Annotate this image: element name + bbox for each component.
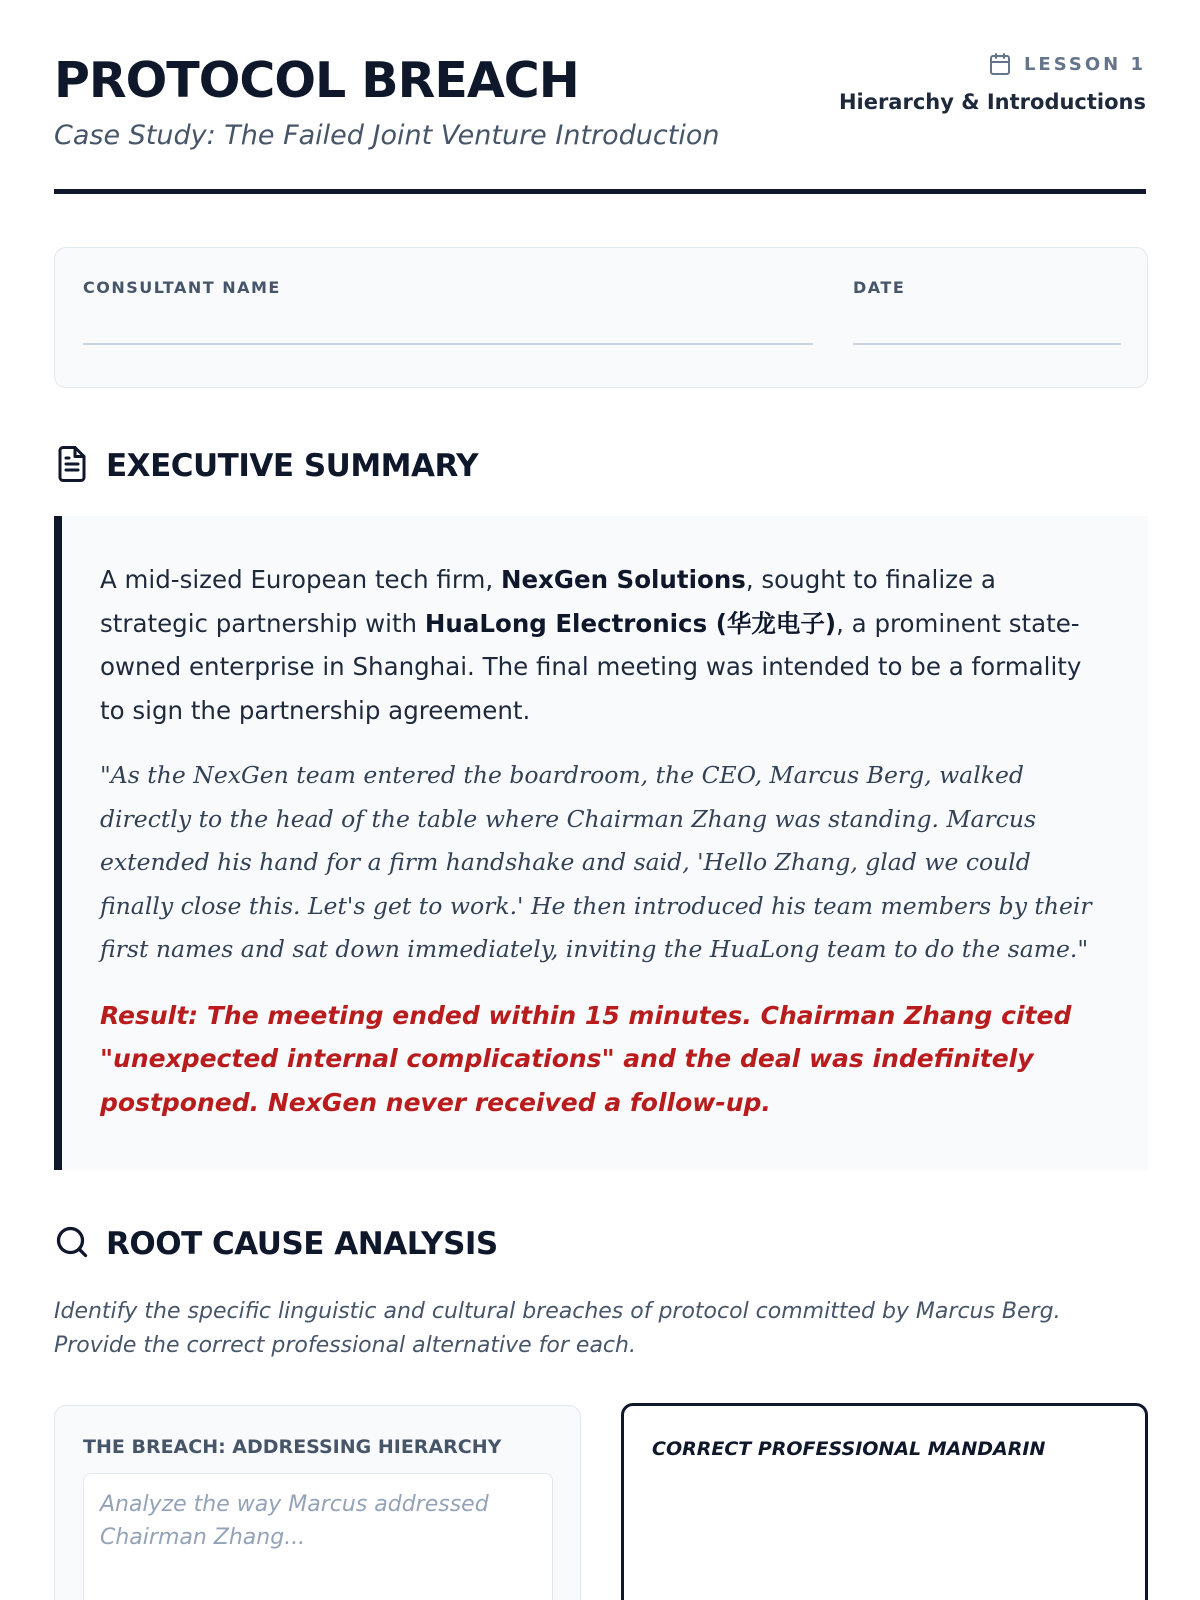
calendar-icon bbox=[988, 52, 1012, 76]
case-quote: "As the NexGen team entered the boardroom, the CEO, Marcus Berg, walked directly to the head of the table where Chairman Zhang was standing. Marcus extended his hand for a firm handshake and said, 'Hello Zhang, glad we could finally close this. Let's get to work.' He then introduced his team members by their first names and sat down immediately, inviting the HuaLong team to do the same." bbox=[100, 761, 1092, 963]
date-line[interactable] bbox=[853, 343, 1121, 345]
executive-summary-block bbox=[54, 516, 1148, 1170]
page-subtitle: Case Study: The Failed Joint Venture Introduction bbox=[54, 120, 720, 151]
summary-end-text: , a prominent state-owned enterprise in Shanghai. The final meeting was intended to be a formality to sign the partnership agreement. bbox=[100, 608, 1082, 725]
summary-intro-text: A mid-sized European tech firm, bbox=[100, 565, 501, 594]
document-icon bbox=[54, 444, 90, 488]
page-title: PROTOCOL BREACH bbox=[54, 52, 579, 109]
date-field[interactable] bbox=[853, 278, 1121, 297]
consultant-name-line[interactable] bbox=[83, 343, 813, 345]
lesson-topic: Hierarchy & Introductions bbox=[838, 90, 1146, 114]
root-cause-heading bbox=[54, 1224, 498, 1264]
case-result: Result: The meeting ended within 15 minutes. Chairman Zhang cited "unexpected internal complications" and the deal was indefinitely postponed. NexGen never received a follow-up. bbox=[100, 1000, 1072, 1117]
consultant-info-card bbox=[54, 247, 1148, 388]
executive-summary-heading bbox=[54, 444, 478, 488]
page-header bbox=[54, 0, 1146, 194]
breach-analysis-input[interactable] bbox=[83, 1473, 553, 1600]
consultant-name-field[interactable] bbox=[83, 278, 813, 297]
summary-paragraph bbox=[100, 558, 1108, 732]
company-b-name: HuaLong Electronics (华龙电子) bbox=[424, 608, 837, 638]
root-cause-instructions: Identify the specific linguistic and cultural breaches of protocol committed by Marcus Berg. Provide the correct professional alternative for each. bbox=[54, 1299, 1061, 1358]
root-cause-title: ROOT CAUSE ANALYSIS bbox=[106, 1226, 498, 1262]
lesson-label: LESSON 1 bbox=[1023, 53, 1146, 75]
company-a-name: NexGen Solutions bbox=[500, 565, 746, 594]
correct-mandarin-card[interactable] bbox=[621, 1403, 1148, 1600]
executive-summary-title: EXECUTIVE SUMMARY bbox=[106, 448, 479, 484]
consultant-name-label: CONSULTANT NAME bbox=[83, 278, 281, 297]
search-icon bbox=[54, 1224, 90, 1264]
correct-mandarin-label: CORRECT PROFESSIONAL MANDARIN bbox=[652, 1438, 1046, 1460]
breach-label: THE BREACH: ADDRESSING HIERARCHY bbox=[83, 1436, 502, 1458]
breach-card bbox=[54, 1405, 581, 1600]
summary-mid-text: , sought to finalize a strategic partnership with bbox=[100, 565, 996, 638]
date-label: DATE bbox=[853, 278, 906, 297]
lesson-badge bbox=[988, 52, 1146, 76]
